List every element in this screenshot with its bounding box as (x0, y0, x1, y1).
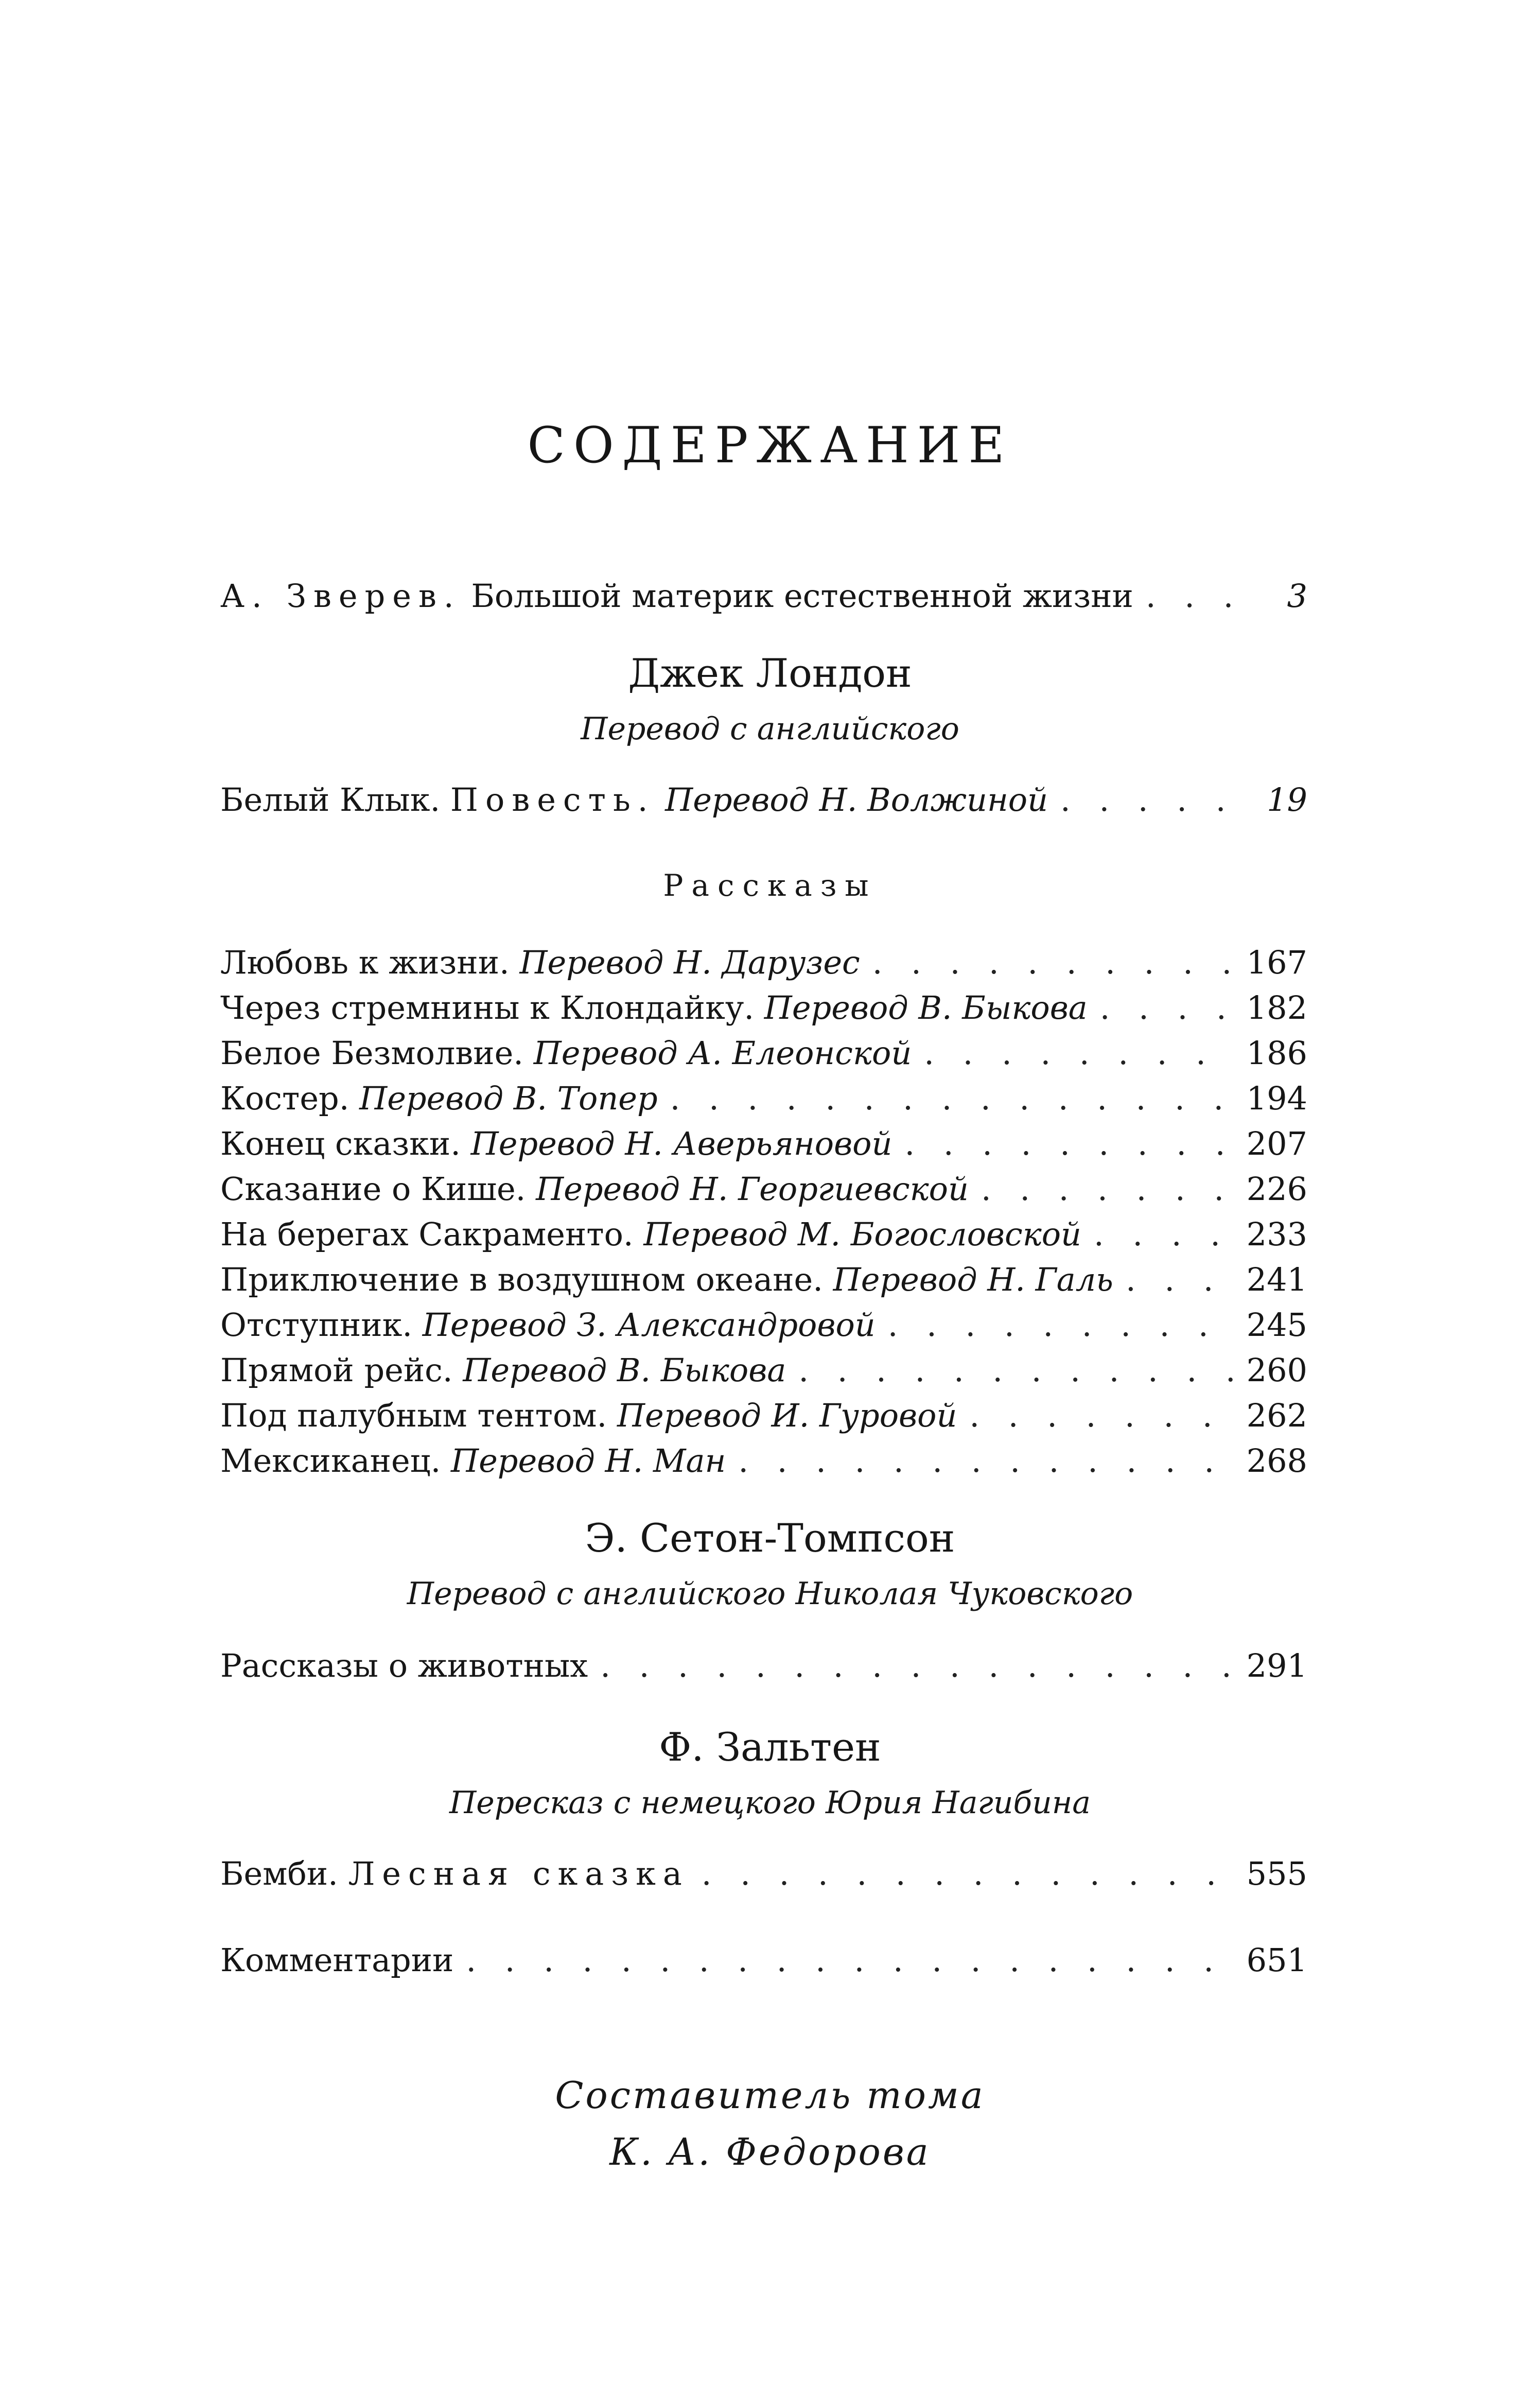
toc-page-number: 268 (1246, 1442, 1307, 1480)
toc-page-number: 226 (1246, 1170, 1307, 1208)
toc-translator: Перевод Н. Дарузес (519, 944, 860, 981)
toc-entry-text (220, 1350, 786, 1391)
toc-page-number: 291 (1246, 1647, 1307, 1684)
compiler-name: К. А. Федорова (609, 2130, 931, 2173)
toc-entry-story[interactable] (220, 987, 1307, 1029)
author-heading-london: Джек Лондон (628, 650, 912, 696)
toc-work: Сказание о Кише. (220, 1170, 526, 1208)
dot-leader (904, 1123, 1234, 1164)
toc-entry-story[interactable] (220, 1259, 1307, 1300)
toc-work: Любовь к жизни. (220, 944, 510, 981)
toc-page-number: 167 (1246, 944, 1307, 981)
toc-entry-text (220, 1395, 957, 1436)
author-heading-seton: Э. Сетон-Томпсон (585, 1515, 955, 1561)
toc-page-number: 260 (1246, 1351, 1307, 1389)
translation-note-london: Перевод с английского (581, 711, 959, 747)
toc-genre: Лесная сказка (348, 1855, 689, 1892)
dot-leader (981, 1169, 1234, 1210)
toc-entry-text (220, 1033, 912, 1074)
dot-leader (466, 1940, 1234, 1981)
toc-entry-text (220, 779, 1048, 821)
toc-page-number: 186 (1246, 1034, 1307, 1072)
dot-leader (924, 1033, 1234, 1074)
dot-leader (1060, 779, 1238, 821)
toc-entry-story[interactable] (220, 1123, 1307, 1164)
toc-translator: Перевод Н. Аверьяновой (470, 1125, 892, 1162)
dot-leader (738, 1440, 1234, 1482)
toc-page-number: 555 (1246, 1855, 1307, 1892)
toc-page-number: 245 (1246, 1306, 1307, 1344)
toc-entry-text (220, 987, 1088, 1029)
toc-work: Приключение в воздушном океане. (220, 1261, 823, 1298)
toc-page-number: 241 (1246, 1261, 1307, 1298)
toc-translator: Перевод Н. Галь (833, 1261, 1113, 1298)
toc-entry-story[interactable] (220, 1033, 1307, 1074)
dot-leader (1094, 1214, 1234, 1255)
toc-translator: Перевод В. Топер (359, 1080, 658, 1117)
toc-entry-text (220, 942, 860, 983)
toc-translator: Перевод В. Быкова (463, 1351, 786, 1389)
toc-work: Через стремнины к Клондайку. (220, 989, 755, 1027)
toc-page-number: 233 (1246, 1215, 1307, 1253)
toc-translator: Перевод Н. Ман (451, 1442, 726, 1480)
toc-entry-text (220, 1169, 969, 1210)
dot-leader (670, 1078, 1234, 1119)
toc-page-number: 182 (1246, 989, 1307, 1027)
dot-leader (1126, 1259, 1234, 1300)
toc-page-number: 207 (1246, 1125, 1307, 1162)
dot-leader (1100, 987, 1234, 1029)
toc-entry-text (220, 1078, 658, 1119)
toc-entry-story[interactable] (220, 1304, 1307, 1346)
dot-leader (888, 1304, 1234, 1346)
author-heading-salten: Ф. Зальтен (659, 1724, 881, 1770)
toc-entry-story[interactable] (220, 1214, 1307, 1255)
toc-work: Комментарии (220, 1941, 454, 1979)
toc-author: А. Зверев. (220, 577, 461, 615)
toc-entry-text (220, 1440, 726, 1482)
toc-translator: Перевод М. Богословской (643, 1215, 1081, 1253)
toc-work: Конец сказки. (220, 1125, 461, 1162)
toc-translator: Перевод З. Александровой (422, 1306, 876, 1344)
toc-translator: Перевод В. Быкова (764, 989, 1088, 1027)
toc-entry-white-fang[interactable] (220, 779, 1307, 821)
toc-translator: Перевод И. Гуровой (617, 1397, 957, 1434)
toc-page-number: 3 (1287, 577, 1307, 615)
toc-translator: Перевод Н. Георгиевской (536, 1170, 969, 1208)
toc-entry-text (220, 1304, 876, 1346)
toc-entry-story[interactable] (220, 1169, 1307, 1210)
toc-entry-text (220, 1123, 892, 1164)
section-heading-stories: Рассказы (663, 868, 877, 903)
toc-translator: Перевод А. Елеонской (533, 1034, 912, 1072)
toc-work: Бемби. (220, 1855, 338, 1892)
toc-genre: Повесть. (450, 781, 655, 819)
toc-entry-bambi[interactable] (220, 1853, 1307, 1894)
toc-entry-text (220, 1259, 1113, 1300)
toc-work: Под палубным тентом. (220, 1397, 607, 1434)
toc-work: Большой материк естественной жизни (471, 577, 1133, 615)
toc-work: Мексиканец. (220, 1442, 441, 1480)
dot-leader (702, 1853, 1234, 1894)
dot-leader (872, 942, 1234, 983)
toc-entry-story[interactable] (220, 942, 1307, 983)
toc-entry-story[interactable] (220, 1350, 1307, 1391)
toc-entry-story[interactable] (220, 1440, 1307, 1482)
toc-entry-text (220, 1853, 689, 1894)
compiler-label: Составитель тома (555, 2074, 985, 2117)
toc-entry-commentary[interactable] (220, 1940, 1307, 1981)
toc-translator: Перевод Н. Волжиной (665, 781, 1048, 819)
toc-work: Костер. (220, 1080, 349, 1117)
toc-work: Отступник. (220, 1306, 413, 1344)
toc-entry-animal-stories[interactable] (220, 1645, 1307, 1686)
dot-leader (798, 1350, 1234, 1391)
dot-leader (1146, 576, 1238, 617)
toc-page-number: 19 (1267, 781, 1307, 819)
page-title: СОДЕРЖАНИЕ (527, 416, 1013, 474)
toc-entry-story[interactable] (220, 1395, 1307, 1436)
translation-note-seton: Перевод с английского Николая Чуковского (407, 1576, 1133, 1612)
translation-note-salten: Пересказ с немецкого Юрия Нагибина (449, 1785, 1091, 1821)
toc-work: Белое Безмолвие. (220, 1034, 523, 1072)
toc-entry-intro[interactable] (220, 576, 1307, 617)
toc-entry-text (220, 1214, 1081, 1255)
dot-leader (969, 1395, 1234, 1436)
toc-work: На берегах Сакраменто. (220, 1215, 634, 1253)
toc-work: Рассказы о животных (220, 1647, 588, 1684)
toc-page-number: 194 (1246, 1080, 1307, 1117)
toc-entry-text (220, 576, 1133, 617)
toc-work: Прямой рейс. (220, 1351, 453, 1389)
toc-page-number: 651 (1246, 1941, 1307, 1979)
toc-work: Белый Клык. (220, 781, 441, 819)
toc-page-number: 262 (1246, 1397, 1307, 1434)
toc-entry-story[interactable] (220, 1078, 1307, 1119)
dot-leader (600, 1645, 1234, 1686)
